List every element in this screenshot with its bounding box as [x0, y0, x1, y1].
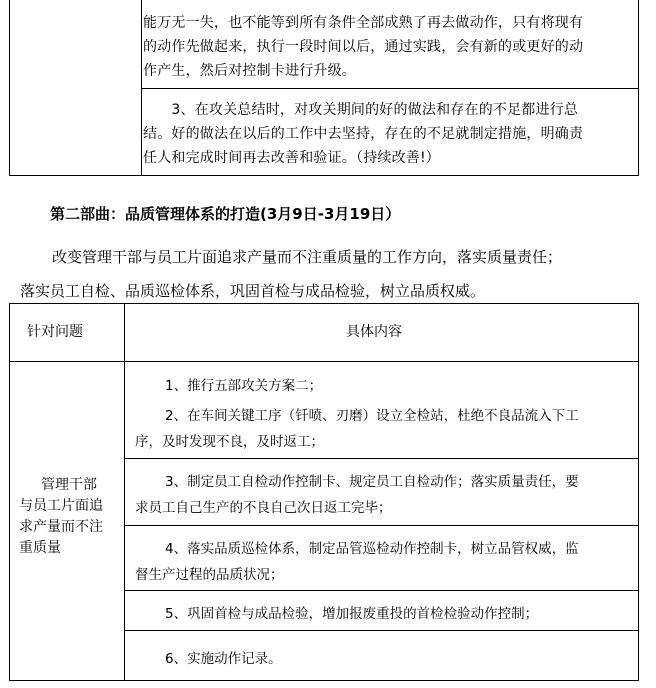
section-title: 第二部曲：品质管理体系的打造(3月9日-3月19日）	[50, 205, 401, 223]
row-divider	[124, 630, 638, 631]
item-line: 序，及时发现不良，及时返工；	[135, 434, 324, 450]
content-item-2	[135, 403, 630, 455]
item-line: 5、巩固首检与成品检验，增加报废重投的首检检验动作控制；	[165, 606, 539, 622]
text-line: 结。好的做法在以后的工作中去坚持，存在的不足就制定措施，明确责	[143, 126, 584, 142]
continued-cell-text	[143, 11, 629, 83]
item-line: 6、实施动作记录。	[165, 651, 282, 667]
item-line: 3、制定员工自检动作控制卡、规定员工自检动作；落实质量责任，要	[165, 474, 579, 490]
content-item-3	[135, 469, 630, 521]
intro-line: 落实员工自检、品质巡检体系，巩固首检与成品检验，树立品质权威。	[20, 282, 486, 300]
summary-cell-text	[143, 98, 629, 170]
row-divider	[124, 525, 638, 526]
issue-line: 与员工片面追	[19, 498, 103, 514]
content-item-1	[165, 373, 656, 399]
issue-line: 管理干部	[41, 477, 97, 493]
row-divider	[141, 88, 638, 89]
header-content: 具体内容	[346, 324, 402, 340]
intro-line: 改变管理干部与员工片面追求产量而不注重质量的工作方向，落实质量责任；	[52, 248, 563, 266]
item-line: 督生产过程的品质状况；	[135, 567, 284, 583]
content-item-6	[165, 646, 656, 672]
text-line: 任人和完成时间再去改善和验证。（持续改善!）	[143, 150, 441, 166]
text-line: 的动作先做起来，执行一段时间以后，通过实践，会有新的或更好的动	[143, 39, 584, 55]
issue-line: 重质量	[19, 540, 61, 556]
item-line: 4、落实品质巡检体系，制定品管巡检动作控制卡，树立品管权威，监	[165, 541, 579, 557]
issue-cell	[19, 475, 116, 559]
text-line: 3、在攻关总结时，对攻关期间的好的做法和存在的不足都进行总	[143, 102, 579, 118]
section-intro	[20, 240, 650, 308]
row-divider	[124, 458, 638, 459]
item-line: 求员工自己生产的不良自己次日返工完毕；	[135, 500, 392, 516]
issue-line: 求产量而不注	[19, 519, 103, 535]
item-line: 2、在车间关键工序（钎喷、刃磨）设立全检站，杜绝不良品流入下工	[165, 408, 579, 424]
content-item-5	[165, 601, 656, 627]
row-divider	[124, 590, 638, 591]
text-line: 作产生，然后对控制卡进行升级。	[143, 63, 356, 79]
item-line: 1、推行五部攻关方案二；	[165, 378, 323, 394]
header-divider	[10, 361, 638, 362]
content-item-4	[135, 536, 630, 588]
text-line: 能万无一失，也不能等到所有条件全部成熟了再去做动作，只有将现有	[143, 15, 584, 31]
header-issue: 针对问题	[27, 324, 83, 340]
